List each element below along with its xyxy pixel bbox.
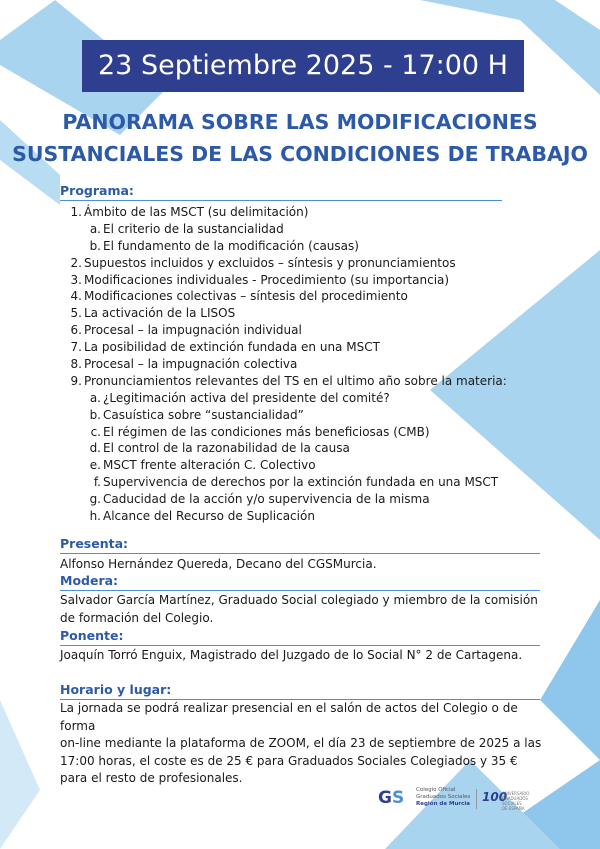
logos: [378, 781, 538, 817]
ponente-heading: Ponente:: [60, 628, 540, 646]
item-number: 5.: [70, 306, 82, 321]
item-text: Supuestos incluidos y excluidos – síntesis y pronunciamientos: [84, 255, 456, 270]
event-title: [10, 106, 590, 170]
horario-line: on-line mediante la plataforma de ZOOM, el día 23 de septiembre de 2025 a las: [60, 736, 542, 750]
program-heading: Programa:: [60, 183, 502, 201]
colegio-line: Graduados Sociales: [416, 794, 471, 800]
item-number: a.: [89, 221, 101, 236]
item-text: El régimen de las condiciones más beneficiosas (CMB): [103, 424, 430, 439]
item-number: b.: [89, 407, 101, 422]
program-item: [67, 373, 537, 390]
date-banner: 23 Septiembre 2025 - 17:00 H: [82, 40, 524, 92]
item-text: Modificaciones colectivas – síntesis del procedimiento: [84, 289, 408, 304]
item-number: 3.: [70, 272, 82, 287]
horario-text: [60, 700, 546, 788]
item-number: 8.: [70, 357, 82, 372]
item-number: 9.: [70, 373, 82, 388]
item-text: La posibilidad de extinción fundada en una MSCT: [84, 340, 380, 355]
program-subitem: [67, 440, 537, 457]
program-item: [67, 255, 537, 272]
horario-heading: Horario y lugar:: [60, 682, 540, 700]
program-item: [67, 305, 537, 322]
program-item: [67, 322, 537, 339]
horario-line: para el resto de profesionales.: [60, 771, 243, 785]
item-number: b.: [89, 238, 101, 253]
modera-line: Salvador García Martínez, Graduado Social colegiado y miembro de la comisión: [60, 593, 538, 607]
item-text: Pronunciamientos relevantes del TS en el ultimo año sobre la materia:: [84, 373, 507, 388]
aniversario-logo-text: [502, 791, 538, 811]
presenta-text: Alfonso Hernández Quereda, Decano del CGSMurcia.: [60, 557, 377, 571]
item-number: 6.: [70, 323, 82, 338]
item-number: 1.: [70, 205, 82, 219]
program-subitem: [67, 407, 537, 424]
aniversario-line: DE ESPAÑA: [502, 806, 525, 811]
program-item: [67, 272, 537, 289]
event-title-line-1: PANORAMA SOBRE LAS MODIFICACIONES: [62, 110, 538, 134]
item-text: Modificaciones individuales - Procedimiento (su importancia): [84, 272, 450, 287]
logo-letter-s: S: [391, 788, 405, 808]
program-subitem: [67, 221, 537, 238]
colegio-logo: [378, 788, 404, 808]
item-number: 7.: [70, 340, 82, 355]
modera-heading: Modera:: [60, 573, 540, 591]
presenta-heading: Presenta:: [60, 536, 540, 554]
modera-line: de formación del Colegio.: [60, 610, 214, 625]
item-number: 4.: [70, 289, 82, 304]
colegio-logo-text: [416, 787, 470, 808]
item-text: Supervivencia de derechos por la extinción fundada en una MSCT: [103, 475, 499, 490]
item-text: El criterio de la sustancialidad: [103, 221, 284, 236]
horario-line: La jornada se podrá realizar presencial en el salón de actos del Colegio o de forma: [60, 701, 518, 733]
item-text: La activación de la LISOS: [84, 306, 236, 321]
item-text: Caducidad de la acción y/o supervivencia de la misma: [103, 492, 430, 507]
modera-text: [60, 592, 546, 627]
program-subitem: [67, 424, 537, 441]
program-subitem: [67, 457, 537, 474]
item-text: El control de la razonabilidad de la causa: [103, 441, 350, 456]
item-text: MSCT frente alteración C. Colectivo: [103, 458, 316, 473]
item-text: Procesal – la impugnación colectiva: [84, 357, 298, 372]
program-item: [67, 204, 537, 221]
colegio-line: Región de Murcia: [416, 801, 470, 807]
item-text: Casuística sobre “sustancialidad”: [103, 407, 304, 422]
item-text: El fundamento de la modificación (causas): [103, 238, 359, 253]
program-subitem: [67, 390, 537, 407]
program-subitem: [67, 474, 537, 491]
event-title-line-2: SUSTANCIALES DE LAS CONDICIONES DE TRABAJO: [12, 142, 588, 166]
item-text: Ámbito de las MSCT (su delimitación): [84, 205, 309, 219]
program-item: [67, 288, 537, 305]
program-subitem: [67, 491, 537, 508]
item-number: 2.: [70, 255, 82, 270]
item-number: g.: [89, 492, 101, 507]
program-item: [67, 356, 537, 373]
colegio-line: Colegio Oficial: [416, 787, 456, 793]
item-number: f.: [93, 475, 101, 490]
bg-shape-bottom-left: [0, 700, 40, 849]
item-number: d.: [89, 441, 101, 456]
logo-divider: [476, 789, 477, 809]
item-number: c.: [90, 424, 101, 439]
item-number: h.: [89, 509, 101, 524]
aniversario-logo: 100: [482, 790, 508, 804]
logo-letter-g: G: [378, 788, 392, 808]
item-text: Alcance del Recurso de Suplicación: [103, 509, 315, 524]
aniversario-line: ANIVERSARIO: [502, 791, 530, 796]
item-text: ¿Legitimación activa del presidente del comité?: [103, 390, 390, 405]
program-list: [67, 204, 537, 525]
program-subitem: [67, 238, 537, 255]
program-item: [67, 339, 537, 356]
program-subitem: [67, 508, 537, 525]
item-number: e.: [89, 458, 101, 473]
aniversario-line: GRADUADOS SOCIALES: [502, 796, 528, 806]
item-number: a.: [89, 390, 101, 405]
horario-line: 17:00 horas, el coste es de 25 € para Graduados Sociales Colegiados y 35 €: [60, 753, 518, 768]
item-text: Procesal – la impugnación individual: [84, 323, 302, 338]
ponente-text: Joaquín Torró Enguix, Magistrado del Juzgado de lo Social N° 2 de Cartagena.: [60, 648, 523, 662]
